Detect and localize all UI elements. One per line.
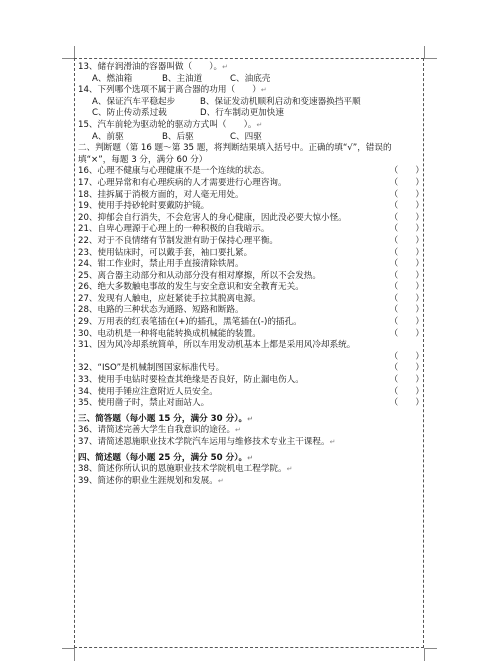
question-number: 16、 <box>78 166 98 177</box>
question-text: 心理异常和有心理疾病的人才需要进行心理咨询。 <box>97 177 287 188</box>
document-content[interactable] <box>78 62 424 487</box>
question-text: 电路的三种状态为通路、短路和断路。 <box>97 305 244 316</box>
question-15 <box>78 120 424 132</box>
answer-parentheses[interactable]: （ ） <box>389 247 424 258</box>
judgement-question <box>78 363 424 375</box>
judgement-question <box>78 166 424 178</box>
question-number: 14、 <box>78 85 98 96</box>
answer-parentheses[interactable]: （ ） <box>389 177 424 188</box>
question-number: 24、 <box>78 259 98 270</box>
question-text: 发现有人触电，应赶紧徒手拉其脱离电源。 <box>97 293 261 304</box>
judgement-question <box>78 236 424 248</box>
option-d: D、行车制动更加快速 <box>200 108 284 119</box>
question-text: “ISO”是机械制图国家标准代号。 <box>97 363 225 374</box>
answer-parentheses[interactable]: （ ） <box>389 224 424 235</box>
option-c: C、油底壳 <box>230 73 271 84</box>
judgement-question <box>78 271 424 283</box>
question-number: 27、 <box>78 293 98 304</box>
answer-parentheses[interactable]: （ ） <box>389 375 424 386</box>
question-text: 因为风冷却系统简单，所以车用发动机基本上都是采用风冷却系统。 <box>97 340 356 351</box>
question-38 <box>78 464 424 476</box>
answer-parentheses[interactable]: （ ） <box>389 212 424 223</box>
option-a: A、保证汽车平稳起步 <box>92 96 176 107</box>
answer-parentheses[interactable]: （ ） <box>389 282 424 293</box>
judgement-question <box>78 398 424 410</box>
paragraph-mark-icon: ↵ <box>247 414 253 423</box>
question-text: 电动机是一种将电能转换成机械能的装置。 <box>97 328 261 339</box>
section-4-title <box>78 453 424 465</box>
question-text: 使用手持砂轮时要戴防护镜。 <box>97 201 210 212</box>
question-number: 19、 <box>78 201 98 212</box>
paragraph-mark-icon: ↵ <box>217 476 224 485</box>
judgement-question <box>78 387 424 399</box>
answer-parentheses[interactable]: （ ） <box>389 305 424 316</box>
paragraph-mark-icon: ↵ <box>286 465 293 474</box>
question-text: 钳工作业时，禁止用手直接清除铁屑。 <box>97 259 244 270</box>
question-37 <box>78 437 424 449</box>
paragraph-mark-icon: ↵ <box>260 86 267 95</box>
question-14-options-row1 <box>78 97 424 109</box>
paragraph-mark-icon: ↵ <box>247 453 253 462</box>
question-text: 使用手电钻时要检查其绝缘是否良好，防止漏电伤人。 <box>97 375 304 386</box>
paragraph-mark-icon: ↵ <box>235 426 241 435</box>
option-b: B、主油道 <box>162 73 203 84</box>
answer-parentheses[interactable]: （ ） <box>389 270 424 281</box>
answer-parentheses[interactable]: （ ） <box>389 328 424 339</box>
answer-parentheses[interactable]: （ ） <box>389 363 424 374</box>
judgement-question <box>78 375 424 387</box>
question-number: 37、 <box>78 437 98 447</box>
question-number: 38、 <box>78 464 98 475</box>
section-heading: 四、简述题（每小题 25 分，满分 50 分）。 <box>78 452 248 463</box>
question-number: 21、 <box>78 224 98 235</box>
judgement-question <box>78 190 424 202</box>
question-number: 13、 <box>78 62 98 72</box>
question-text: 下列哪个选项不属于离合器的功用（ ） <box>97 85 261 96</box>
section-3-title <box>78 414 424 426</box>
answer-parentheses[interactable]: （ ） <box>389 386 424 397</box>
question-text: 使用手锤应注意附近人员安全。 <box>97 386 218 397</box>
question-number: 22、 <box>78 235 98 246</box>
question-number: 30、 <box>78 328 98 339</box>
question-number: 29、 <box>78 317 98 328</box>
option-b: B、保证发动机顺利启动和变速器换挡平顺 <box>200 96 361 107</box>
answer-parentheses[interactable]: （ ） <box>389 293 424 304</box>
question-number: 31、 <box>78 340 98 351</box>
question-text: 挂拆属于消极方面的，对人毫无用处。 <box>97 189 244 200</box>
answer-parentheses[interactable]: （ ） <box>389 189 424 200</box>
question-number: 20、 <box>78 212 98 223</box>
question-text: 简述你所认识的恩施职业技术学院机电工程学院。 <box>97 464 287 475</box>
question-number: 25、 <box>78 270 98 281</box>
judgement-question <box>78 213 424 225</box>
answer-parentheses[interactable]: （ ） <box>389 235 424 246</box>
question-number: 17、 <box>78 177 98 188</box>
question-13 <box>78 62 424 74</box>
question-text: 使用凿子时，禁止对面站人。 <box>97 398 210 409</box>
paragraph-mark-icon: ↵ <box>329 438 336 446</box>
option-c: C、四驱 <box>230 131 262 142</box>
answer-parentheses[interactable]: （ ） <box>389 317 424 328</box>
judgement-question <box>78 259 424 271</box>
answer-parentheses[interactable]: （ ） <box>389 259 424 270</box>
question-number: 39、 <box>78 475 98 486</box>
option-a: A、燃油箱 <box>92 73 133 84</box>
question-number: 15、 <box>78 119 98 130</box>
question-text: 自卑心理源于心理上的一种积极的自我暗示。 <box>97 224 270 235</box>
question-text: 抑郁会自行消失，不会危害人的身心健康，因此没必要大惊小怪。 <box>97 212 347 223</box>
question-number: 32、 <box>78 363 98 374</box>
question-text: 汽车前轮为驱动轮的驱动方式叫（ ）。 <box>97 119 257 130</box>
judgement-question <box>78 201 424 213</box>
judgement-question <box>78 340 424 352</box>
question-15-options <box>78 132 424 144</box>
judgement-question-list <box>78 166 424 409</box>
crop-mark-bottom-left <box>62 648 75 661</box>
option-a: A、前驱 <box>92 131 124 142</box>
question-text: 请简述恩施职业技术学院汽车运用与维修技术专业主干课程。 <box>97 437 330 447</box>
paragraph-mark-icon: ↵ <box>222 63 229 71</box>
answer-parentheses[interactable]: （ ） <box>389 201 424 212</box>
judgement-question <box>78 305 424 317</box>
question-text: 请简述完善大学生自我意识的途径。 <box>97 425 236 436</box>
section-heading: 三、简答题（每小题 15 分，满分 30 分）。 <box>78 413 248 424</box>
question-number: 34、 <box>78 386 98 397</box>
crop-mark-top-right <box>424 46 437 59</box>
question-number: 28、 <box>78 305 98 316</box>
section-heading: 二、判断题（第 16 题～第 35 题，将判断结果填入括号中。正确的填“√”，错误的填“×”，每题 3 分，满分 60 分） <box>78 143 392 165</box>
question-number: 23、 <box>78 247 98 258</box>
judgement-question <box>78 329 424 341</box>
judgement-answer-line <box>78 352 424 364</box>
question-text: 使用钻床时，可以戴手套，袖口要扎紧。 <box>97 247 253 258</box>
option-b: B、后驱 <box>162 131 194 142</box>
judgement-question <box>78 224 424 236</box>
question-text: 心理不健康与心理健康不是一个连续的状态。 <box>97 166 270 177</box>
question-39 <box>78 476 424 488</box>
judgement-question <box>78 294 424 306</box>
question-text: 万用表的红表笔插在(+)的插孔，黑笔插在(-)的插孔。 <box>97 317 302 328</box>
question-text: 储存润滑油的容器叫做（ ）。 <box>97 62 223 72</box>
answer-parentheses[interactable]: （ ） <box>389 398 424 409</box>
judgement-question <box>78 317 424 329</box>
answer-parentheses[interactable]: （ ） <box>389 351 424 362</box>
question-14-options-row2 <box>78 108 424 120</box>
question-number: 35、 <box>78 398 98 409</box>
judgement-question <box>78 248 424 260</box>
question-number: 33、 <box>78 375 98 386</box>
question-text: 绝大多数触电事故的发生与安全意识和安全教育无关。 <box>97 282 304 293</box>
paragraph-mark-icon: ↵ <box>256 120 263 129</box>
answer-parentheses[interactable]: （ ） <box>389 166 424 177</box>
judgement-question <box>78 282 424 294</box>
question-13-options <box>78 74 424 86</box>
question-36 <box>78 425 424 437</box>
section-2-title <box>78 143 424 166</box>
judgement-question <box>78 178 424 190</box>
question-text: 简述你的职业生涯规划和发展。 <box>97 475 218 486</box>
crop-mark-bottom-right <box>424 648 437 661</box>
question-number: 36、 <box>78 425 98 436</box>
option-c: C、防止传动系过载 <box>92 108 167 119</box>
question-14 <box>78 85 424 97</box>
question-text: 离合器主动部分和从动部分没有相对摩擦，所以不会发热。 <box>97 270 321 281</box>
question-number: 26、 <box>78 282 98 293</box>
question-number: 18、 <box>78 189 98 200</box>
question-text: 对于不良情绪有节制发泄有助于保持心理平衡。 <box>97 235 279 246</box>
